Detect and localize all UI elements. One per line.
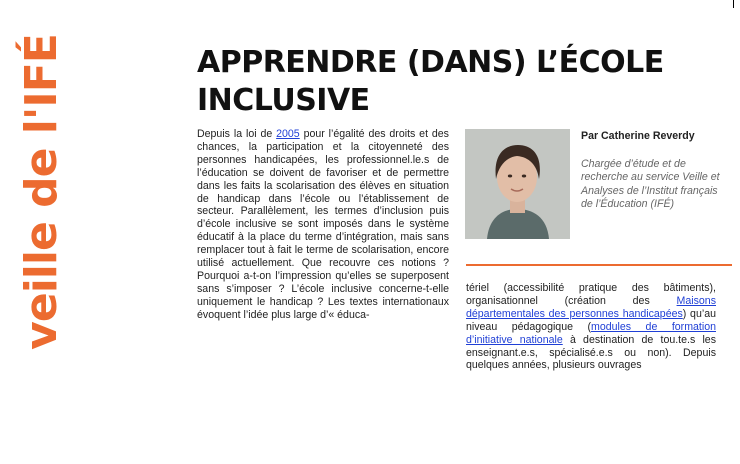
article-paragraph: [197, 128, 449, 322]
author-photo: [465, 129, 570, 239]
link-loi-2005[interactable]: 2005: [276, 128, 300, 140]
article-column-left: [197, 128, 449, 385]
section-divider: [466, 264, 732, 266]
link-modules-formation[interactable]: modules de formation d’initiative nationale: [466, 320, 716, 346]
author-name: Par Catherine Reverdy: [581, 130, 695, 142]
article-column-right: [466, 282, 716, 385]
text-run: pour l’égalité des droits et des chances, la participation et la citoyenneté des personnes handicapées, les professionnel.le.s de l’éducation se doivent de favoriser et de permettre dans les faits la scolarisation des élèves en situation de handicap dans l’école ou l’établissement de secteur. Parallèlement, les termes d’inclusion puis d’école inclusive se sont imposés dans le système éducatif à la place du terme d’intégration, mais sans remplacer tout à fait le terme de scolarisation, encore utilisé actuellement. Que recouvre ces notions ? Pourquoi a-t-on l’impression qu’elles se superposent sans s’imposer ? L’école inclusive concerne-t-elle uniquement le handicap ? Les textes internationaux évoquent l’idée plus large d’« éduca-: [197, 128, 449, 321]
text-run: à destination de tou.te.s les enseignant.e.s, spécialisé.e.s ou non). Depuis quelques années, plusieurs ouvrages: [466, 333, 716, 372]
corner-mark: [733, 0, 734, 8]
article-title: APPRENDRE (DANS) L’ÉCOLE INCLUSIVE: [197, 45, 664, 118]
text-run: tériel (accessibilité pratique des bâtiments), organisationnel (création des: [466, 282, 716, 307]
author-role: Chargée d’étude et de recherche au service Veille et Analyses de l’Institut français de l’Éducation (IFÉ): [581, 158, 720, 211]
link-maisons-departementales[interactable]: Maisons départementales des personnes handicapées: [466, 294, 716, 320]
article-paragraph: [466, 282, 716, 372]
text-run: ) qu’au niveau pédagogique (: [466, 307, 716, 333]
section-title-vertical: veille de l'IFÉ: [16, 34, 67, 350]
text-run: Depuis la loi de: [197, 128, 277, 140]
